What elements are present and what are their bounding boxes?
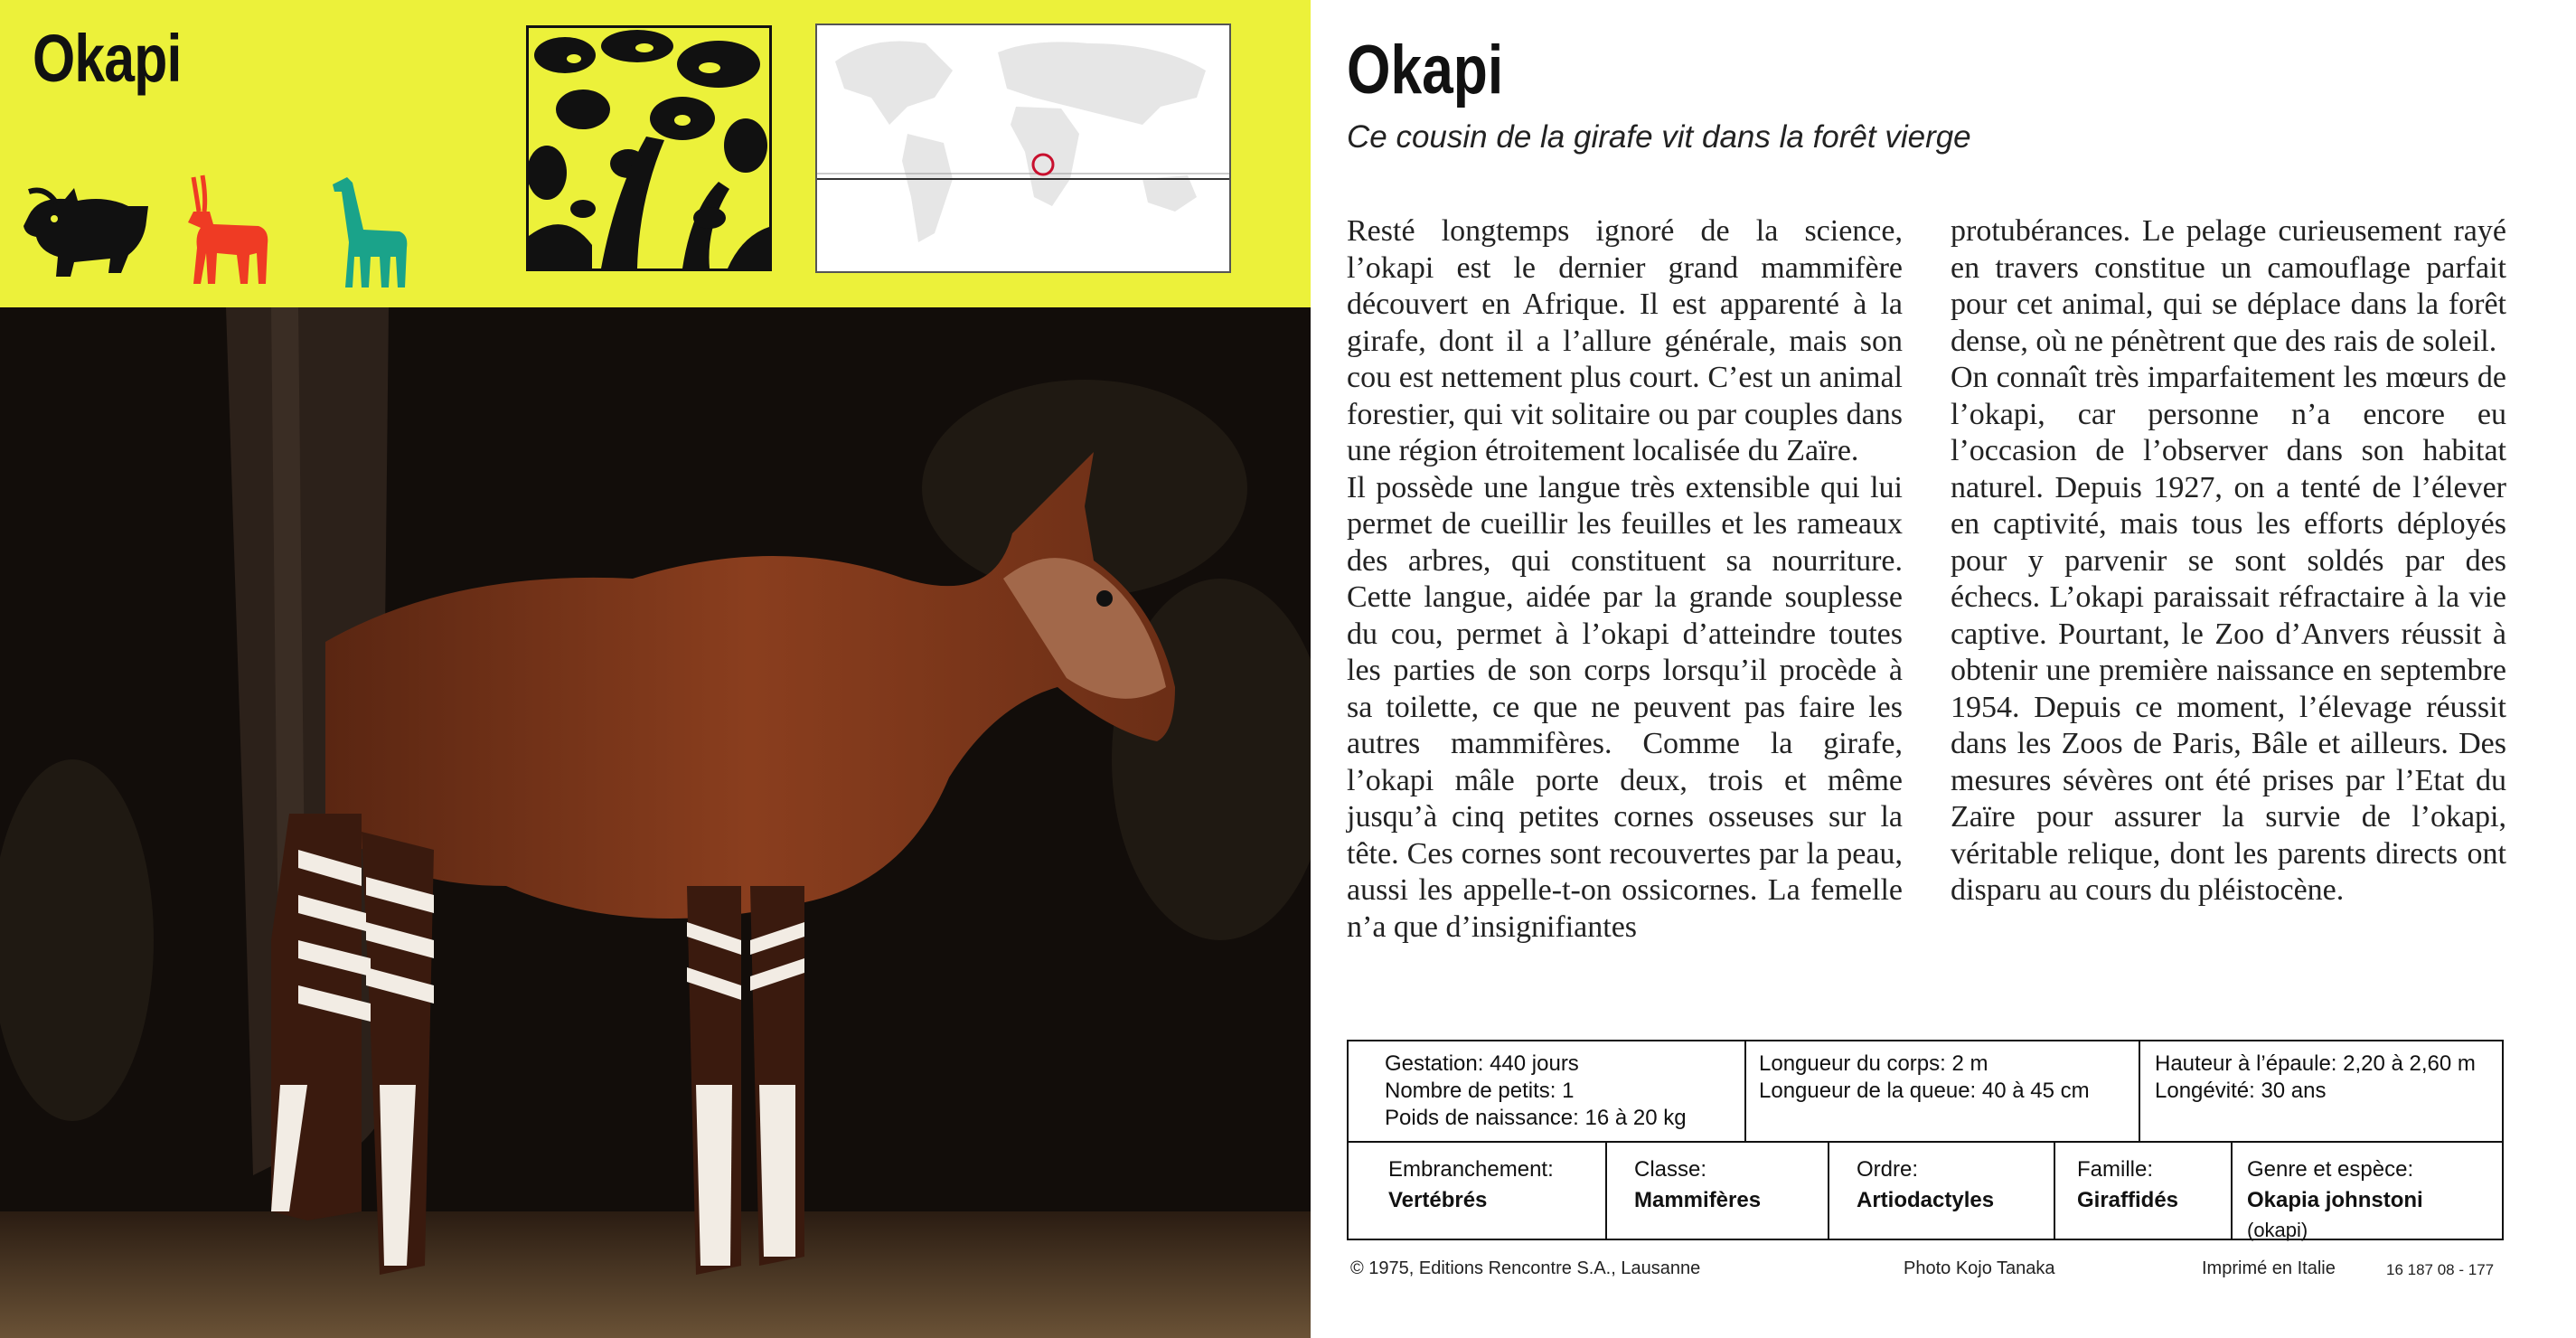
taxonomy-label: Embranchement: [1388,1157,1554,1182]
antelope-icon [177,172,277,289]
stat-value: 2,20 à 2,60 m [2343,1051,2476,1076]
stat-label: Gestation: [1385,1051,1484,1076]
taxonomy-value: Vertébrés [1388,1188,1488,1212]
taxonomy-classe [1605,1143,1828,1240]
footer-printed: Imprimé en Italie [2202,1258,2336,1278]
back-subtitle: Ce cousin de la girafe vit dans la forêt vierge [1347,119,1971,155]
back-title: Okapi [1347,32,1504,108]
taxonomy-label: Famille: [2077,1157,2154,1182]
okapi-photo [0,307,1311,1338]
reproduction-cell [1349,1041,1744,1141]
giraffe-icon [324,170,414,291]
stat-value: 440 jours [1490,1051,1579,1076]
taxonomy-value: Okapia johnstoni [2247,1188,2423,1212]
taxonomy-genre [2231,1143,2502,1240]
taxonomy-famille [2054,1143,2231,1240]
stat-value: 16 à 20 kg [1584,1106,1687,1130]
forest-icon [529,28,769,269]
stat-value: 40 à 45 cm [1981,1079,2090,1103]
stat-value: 30 ans [2261,1079,2327,1103]
card-title: Okapi [33,21,182,96]
taxonomy-row [1349,1143,2502,1240]
card-back [1311,0,2576,1338]
taxonomy-embranchement [1349,1143,1605,1240]
text-column-1 [1347,213,1903,946]
card-header [0,0,1311,307]
stat-label: Longueur de la queue: [1759,1079,1977,1103]
stat-label: Nombre de petits: [1385,1079,1556,1103]
stat-label: Longueur du corps: [1759,1051,1946,1076]
facts-table [1347,1040,2504,1240]
facts-row [1349,1041,2502,1143]
taxonomy-label: Genre et espèce: [2247,1157,2414,1182]
habitat-illustration [526,25,772,271]
footer-code: 16 187 08 - 177 [2386,1261,2495,1278]
taxonomy-label: Ordre: [1857,1157,1919,1182]
footer-copyright: © 1975, Editions Rencontre S.A., Lausanne [1350,1258,1701,1278]
taxonomy-value: Artiodactyles [1857,1188,1995,1212]
buffalo-icon [20,179,155,278]
taxonomy-value: Mammifères [1634,1188,1762,1212]
taxonomy-value: Giraffidés [2077,1188,2179,1212]
footer-photo-credit: Photo Kojo Tanaka [1904,1258,2055,1278]
world-map-icon [817,25,1229,271]
stat-label: Poids de naissance: [1385,1106,1579,1130]
stat-label: Hauteur à l’épaule: [2155,1051,2337,1076]
distribution-map [815,24,1231,273]
stat-value: 1 [1562,1079,1575,1103]
stat-label: Longévité: [2155,1079,2255,1103]
paragraph: protubérances. Le pelage curieusement rayé en travers constitue un camouflage parfait pour cet animal, qui se déplace dans la forêt dense, où ne pénètrent que des rais de soleil. [1951,214,2506,358]
taxonomy-ordre [1828,1143,2054,1240]
paragraph: On connaît très imparfaitement les mœurs de l’okapi, car personne n’a encore eu l’occasion de l’observer dans son habitat naturel. Depuis 1927, on a tenté de l’élever en captivité, mais tous les efforts déployés pour y parvenir se sont soldés par des échecs. L’okapi paraissait réfractaire à la vie captive. Pourtant, le Zoo d’Anvers réussit à obtenir une première naissance en septembre 1954. Depuis ce moment, l’élevage réussit dans les Zoos de Paris, Bâle et ailleurs. Des mesures sévères ont été prises par l’Etat du Zaïre pour assurer la survie de l’okapi, véritable relique, dont les parents directs ont disparu au cours du pléistocène. [1951,361,2506,907]
height-cell [2139,1041,2502,1141]
length-cell [1744,1041,2139,1141]
taxonomy-label: Classe: [1634,1157,1707,1182]
text-column-2 [1951,213,2506,909]
stat-value: 2 m [1951,1051,1988,1076]
paragraph: Il possède une langue très extensible qui lui permet de cueillir les feuilles et les rameaux des arbres, qui constituent sa nourriture. Cette langue, aidée par la grande souplesse du cou, permet à l’okapi d’atteindre toutes les parties de son corps lorsqu’il procède à sa toilette, ce que ne peuvent pas faire les autres mammifères. Comme la girafe, l’okapi mâle porte deux, trois et même jusqu’à cinq petites cornes osseuses sur la tête. Ces cornes sont recouvertes par la peau, aussi les appelle-t-on ossicornes. La femelle n’a que d’insignifiantes [1347,470,1903,944]
taxonomy-common-name: (okapi) [2247,1219,2308,1241]
paragraph: Resté longtemps ignoré de la science, l’okapi est le dernier grand mammifère découvert en Afrique. Il est apparenté à la girafe, dont il a l’allure générale, mais son cou est nettement plus court. C’est un animal forestier, qui vit solitaire ou par couples dans une région étroitement localisée du Zaïre. [1347,214,1903,467]
